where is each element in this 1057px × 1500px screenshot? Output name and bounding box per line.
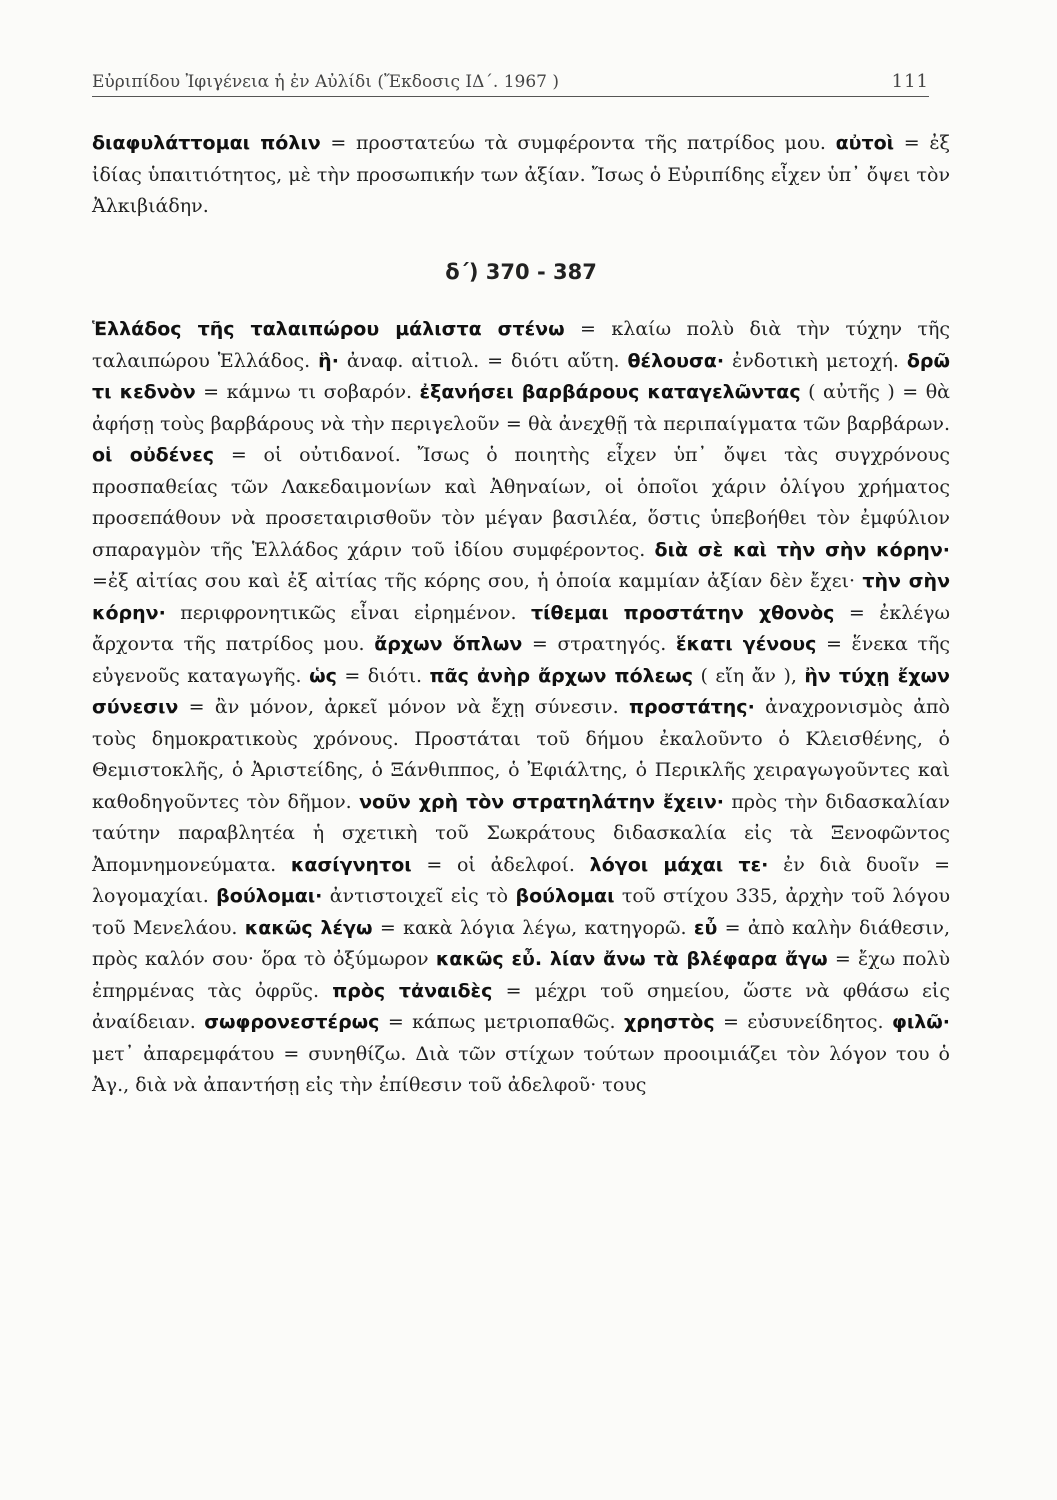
- lemma: ἣ·: [318, 349, 339, 372]
- gloss-text: ἐν διὰ δυοῖν = λογομαχίαι.: [92, 853, 950, 907]
- lemma: πρὸς τἀναιδὲς: [332, 979, 493, 1002]
- gloss-text: = ἔχω πολὺ ἐπηρμένας τὰς ὀφρῦς.: [92, 948, 950, 1002]
- gloss-text: = ἐξ ἰδίας ὑπαιτιότητος, μὲ τὴν προσωπικήν των ἀξίαν. Ἴσως ὁ Εὐριπίδης εἶχεν ὑπ᾽ ὄψει τὸν Ἀλκιβιάδην.: [92, 132, 951, 217]
- gloss-text: μετ᾽ ἀπαρεμφάτου = συνηθίζω. Διὰ τῶν στίχων τούτων προοιμιάζει τὸν λόγον του ὁ Ἀγ., διὰ νὰ ἀπαντήσῃ εἰς τὴν ἐπίθεσιν τοῦ ἀδελφοῦ· τους: [92, 1042, 950, 1096]
- gloss-text: = διότι.: [336, 664, 430, 687]
- lemma: φιλῶ·: [891, 1011, 950, 1033]
- lemma: ὡς: [309, 664, 337, 687]
- gloss-text: ἀναφ. αἰτιολ. = διότι αὕτη.: [338, 349, 628, 372]
- lemma: θέλουσα·: [627, 349, 725, 372]
- gloss-text: ἀναχρονισμὸς ἀπὸ τοὺς δημοκρατικοὺς χρόνους. Προστάται τοῦ δήμου ἐκαλοῦντο ὁ Κλεισθένης, ὁ Θεμιστοκλῆς, ὁ Ἀριστείδης, ὁ Ξάνθιππος, ὁ Ἐφιάλτης, ὁ Περικλῆς χειραγωγοῦντες καὶ καθοδηγοῦντες τὸν δῆμον.: [92, 696, 950, 813]
- gloss-text: = κλαίω πολὺ διὰ τὴν τύχην τῆς ταλαιπώρου Ἑλλάδος.: [92, 318, 950, 372]
- lemma: διαφυλάττομαι πόλιν: [92, 132, 321, 154]
- gloss-text: =ἐξ αἰτίας σου καὶ ἐξ αἰτίας τῆς κόρης σου, ἡ ὁποία καμμίαν ἀξίαν δὲν ἔχει·: [92, 570, 863, 592]
- gloss-text: ( εἴη ἄν ),: [693, 664, 805, 687]
- lemma: λόγοι μάχαι τε·: [589, 853, 769, 876]
- lemma: ἢν τύχῃ ἔχων σύνεσιν: [92, 664, 950, 718]
- page-body: [92, 128, 950, 1102]
- gloss-text: = εὐσυνείδητος.: [714, 1011, 892, 1033]
- page-number: 111: [891, 71, 929, 92]
- gloss-text: = ἐκλέγω ἄρχοντα τῆς πατρίδος μου.: [92, 601, 950, 655]
- lemma: Ἑλλάδος τῆς ταλαιπώρου μάλιστα στένω: [92, 318, 565, 340]
- gloss-text: = προστατεύω τὰ συμφέροντα τῆς πατρίδος μου.: [320, 132, 836, 154]
- lemma: διὰ σὲ καὶ τὴν σὴν κόρην·: [654, 538, 950, 561]
- lemma: εὖ: [693, 916, 718, 939]
- lemma: οἱ οὐδένες: [92, 444, 215, 466]
- lemma: κακῶς λέγω: [244, 916, 373, 939]
- gloss-text: = ἕνεκα τῆς εὐγενοῦς καταγωγῆς.: [92, 633, 951, 687]
- gloss-text: = ἀπὸ καλὴν διάθεσιν, πρὸς καλόν σου· ὅρα τὸ ὀξύμωρον: [92, 916, 950, 970]
- lemma: βούλομαι: [515, 885, 615, 907]
- lemma: χρηστὸς: [624, 1011, 715, 1033]
- lemma: νοῦν χρὴ τὸν στρατηλάτην ἔχειν·: [359, 790, 724, 813]
- intro-paragraph: [92, 128, 950, 223]
- running-header: [92, 62, 929, 97]
- lemma: ἐξανήσει βαρβάρους καταγελῶντας: [419, 381, 801, 403]
- gloss-text: = ἂν μόνον, ἀρκεῖ μόνον νὰ ἔχῃ σύνεσιν.: [178, 696, 629, 718]
- lemma: κασίγνητοι: [290, 853, 412, 876]
- gloss-text: τοῦ στίχου 335, ἀρχὴν τοῦ λόγου τοῦ Μενελάου.: [92, 885, 951, 939]
- gloss-text: = κάπως μετριοπαθῶς.: [379, 1011, 624, 1033]
- lemma: δρῶ τι κεδνὸν: [92, 349, 951, 403]
- gloss-text: = μέχρι τοῦ σημείου, ὥστε νὰ φθάσω εἰς ἀναίδειαν.: [92, 979, 950, 1033]
- gloss-text: = στρατηγός.: [522, 633, 676, 655]
- gloss-text: = κάμνω τι σοβαρόν.: [195, 381, 420, 403]
- gloss-text: = οἱ ἀδελφοί.: [411, 853, 590, 876]
- lemma: σωφρονεστέρως: [204, 1011, 380, 1033]
- gloss-text: ἀντιστοιχεῖ εἰς τὸ: [322, 885, 516, 907]
- running-title: Εὐριπίδου Ἰφιγένεια ἡ ἐν Αὐλίδι (Ἔκδοσις ΙΔ΄. 1967 ): [92, 72, 560, 92]
- lemma: προστάτης·: [629, 696, 755, 718]
- lemma: τίθεμαι προστάτην χθονὸς: [531, 601, 835, 624]
- lemma: πᾶς ἀνὴρ ἄρχων πόλεως: [429, 664, 694, 687]
- gloss-text: ἐνδοτικὴ μετοχή.: [724, 349, 907, 372]
- lemma: τὴν σὴν κόρην·: [92, 570, 951, 624]
- gloss-text: ( αὐτῆς ) = θὰ ἀφήσῃ τοὺς βαρβάρους νὰ τὴν περιγελοῦν = θὰ ἀνεχθῇ τὰ περιπαίγματα τῶν βαρβάρων.: [92, 381, 950, 435]
- lemma: αὐτοὶ: [835, 132, 895, 154]
- lemma: κακῶς εὖ. λίαν ἄνω τὰ βλέφαρα ἄγω: [435, 948, 828, 970]
- section-title: δ΄) 370 - 387: [445, 259, 597, 284]
- commentary-paragraph: [92, 314, 950, 1102]
- gloss-text: περιφρονητικῶς εἶναι εἰρημένον.: [165, 601, 531, 624]
- lemma: ἄρχων ὅπλων: [374, 633, 523, 655]
- lemma: ἕκατι γένους: [675, 633, 817, 655]
- gloss-text: = κακὰ λόγια λέγω, κατηγορῶ.: [372, 916, 694, 939]
- gloss-text: = οἱ οὐτιδανοί. Ἴσως ὁ ποιητὴς εἶχεν ὑπ᾽ ὄψει τὰς συγχρόνους προσπαθείας τῶν Λακεδαιμονίων καὶ Ἀθηναίων, οἱ ὁποῖοι χάριν ὀλίγου χρήματος προσεπάθουν νὰ προσεταιρισθοῦν τὸν μέγαν βασιλέα, ὅστις ὑπεβοήθει τὸν ἐμφύλιον σπαραγμὸν τῆς Ἑλλάδος χάριν τοῦ ἰδίου συμφέροντος.: [92, 444, 950, 561]
- gloss-text: πρὸς τὴν διδασκαλίαν ταύτην παραβλητέα ἡ σχετικὴ τοῦ Σωκράτους διδασκαλία εἰς τὰ Ξενοφῶντος Ἀπομνημονεύματα.: [92, 790, 950, 876]
- lemma: βούλομαι·: [216, 885, 323, 907]
